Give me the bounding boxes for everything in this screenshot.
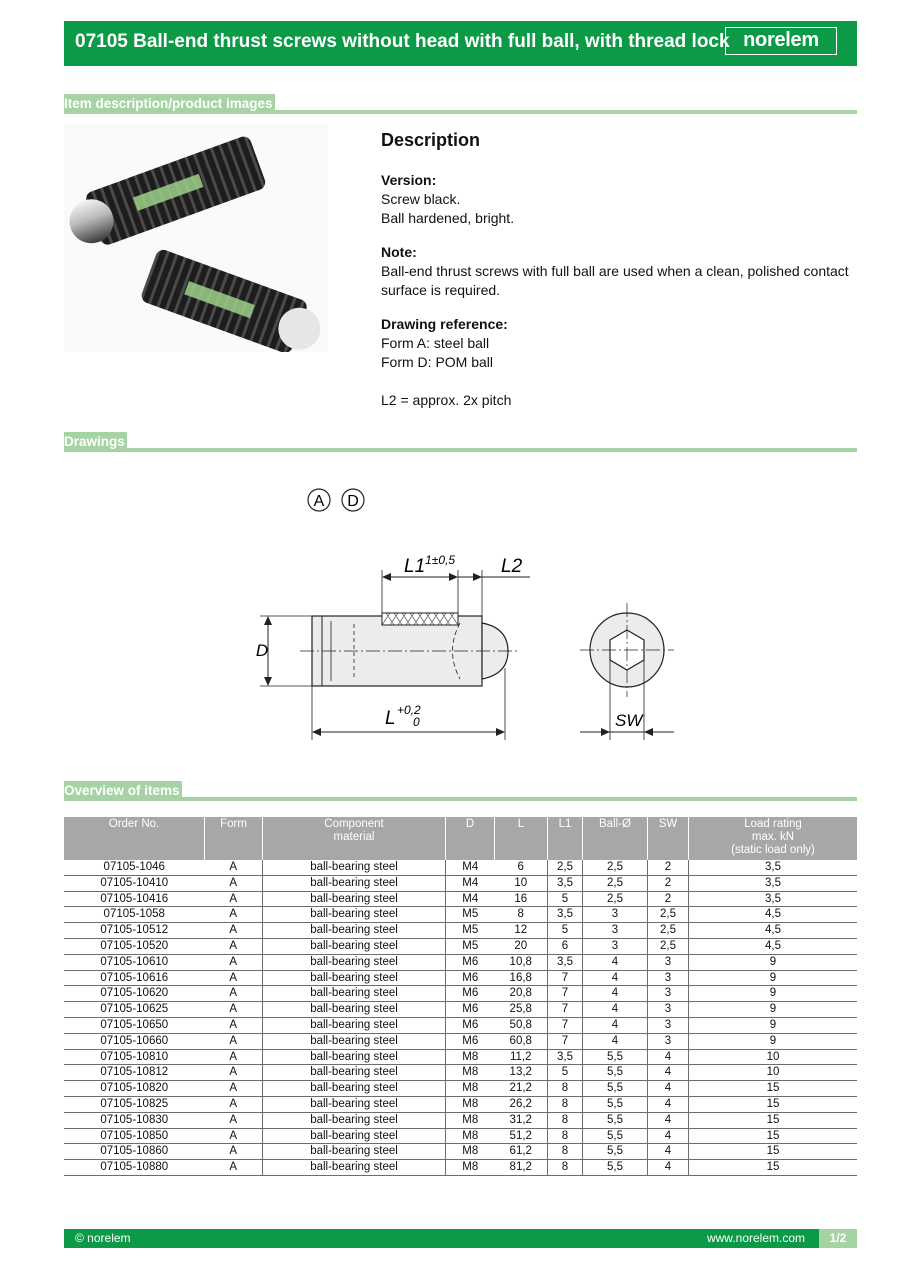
cell-l: 11,2 [495,1049,548,1065]
cell-sw: 3 [648,954,689,970]
cell-d: M5 [446,923,495,939]
cell-l1: 8 [548,1160,583,1176]
cell-d: M6 [446,1002,495,1018]
cell-ball: 4 [583,986,648,1002]
cell-load: 4,5 [689,938,858,954]
table-row [64,907,857,923]
cell-d: M4 [446,891,495,907]
cell-l1: 3,5 [548,1049,583,1065]
cell-l: 26,2 [495,1096,548,1112]
cell-ball: 2,5 [583,860,648,875]
cell-l: 8 [495,907,548,923]
cell-load: 9 [689,1033,858,1049]
cell-form: A [205,923,263,939]
cell-material: ball-bearing steel [263,891,446,907]
cell-d: M8 [446,1096,495,1112]
cell-load: 3,5 [689,891,858,907]
section-heading: Overview of items [64,781,182,801]
cell-d: M5 [446,907,495,923]
cell-l1: 7 [548,970,583,986]
cell-order-no: 07105-10416 [64,891,205,907]
cell-l1: 2,5 [548,860,583,875]
cell-l1: 8 [548,1096,583,1112]
cell-load: 3,5 [689,860,858,875]
cell-order-no: 07105-10880 [64,1160,205,1176]
cell-ball: 5,5 [583,1112,648,1128]
cell-ball: 5,5 [583,1144,648,1160]
table-row [64,1128,857,1144]
col-material: Component material [263,817,446,860]
cell-material: ball-bearing steel [263,970,446,986]
cell-order-no: 07105-10410 [64,875,205,891]
cell-ball: 5,5 [583,1160,648,1176]
note-text: Ball-end thrust screws with full ball are used when a clean, polished contact surface is required. [381,263,849,298]
cell-form: A [205,891,263,907]
col-l1: L1 [548,817,583,860]
cell-material: ball-bearing steel [263,1128,446,1144]
cell-order-no: 07105-1058 [64,907,205,923]
cell-l1: 3,5 [548,875,583,891]
cell-l1: 5 [548,923,583,939]
table-row [64,1160,857,1176]
cell-order-no: 07105-10650 [64,1017,205,1033]
cell-d: M8 [446,1160,495,1176]
table-row [64,970,857,986]
table-row [64,1065,857,1081]
cell-load: 15 [689,1112,858,1128]
cell-l: 51,2 [495,1128,548,1144]
cell-order-no: 07105-1046 [64,860,205,875]
cell-order-no: 07105-10512 [64,923,205,939]
drawing-ref-line: Form D: POM ball [381,354,494,370]
table-row [64,1033,857,1049]
page-footer [64,1229,857,1248]
cell-form: A [205,1160,263,1176]
cell-order-no: 07105-10620 [64,986,205,1002]
cell-sw: 2,5 [648,907,689,923]
col-form: Form [205,817,263,860]
cell-l1: 5 [548,891,583,907]
cell-ball: 3 [583,938,648,954]
cell-l1: 7 [548,1002,583,1018]
cell-material: ball-bearing steel [263,1112,446,1128]
cell-l: 61,2 [495,1144,548,1160]
footer-copyright: © norelem [75,1231,131,1245]
description-heading: Description [381,130,481,150]
cell-material: ball-bearing steel [263,923,446,939]
cell-order-no: 07105-10812 [64,1065,205,1081]
cell-d: M6 [446,1017,495,1033]
cell-sw: 4 [648,1144,689,1160]
cell-load: 4,5 [689,907,858,923]
cell-l1: 8 [548,1128,583,1144]
version-line: Screw black. [381,191,461,207]
cell-ball: 5,5 [583,1065,648,1081]
cell-material: ball-bearing steel [263,1002,446,1018]
cell-d: M4 [446,860,495,875]
cell-form: A [205,1081,263,1097]
cell-sw: 2,5 [648,938,689,954]
cell-d: M6 [446,1033,495,1049]
cell-material: ball-bearing steel [263,1049,446,1065]
cell-load: 9 [689,954,858,970]
dim-l-tolerance-top: +0,2 [397,703,421,717]
cell-form: A [205,875,263,891]
table-row [64,938,857,954]
cell-ball: 2,5 [583,891,648,907]
cell-order-no: 07105-10625 [64,1002,205,1018]
description-block [381,128,861,425]
dim-l2-label: L2 [501,556,523,577]
col-order-no: Order No. [64,817,205,860]
table-row [64,923,857,939]
section-overview [64,777,857,801]
cell-material: ball-bearing steel [263,860,446,875]
cell-material: ball-bearing steel [263,875,446,891]
cell-l: 13,2 [495,1065,548,1081]
cell-l1: 6 [548,938,583,954]
cell-sw: 2 [648,860,689,875]
cell-ball: 4 [583,1017,648,1033]
cell-material: ball-bearing steel [263,1065,446,1081]
cell-ball: 4 [583,1002,648,1018]
col-l: L [495,817,548,860]
cell-sw: 4 [648,1112,689,1128]
section-heading: Item description/product images [64,94,275,114]
cell-d: M8 [446,1049,495,1065]
page-header [64,21,857,66]
cell-material: ball-bearing steel [263,1033,446,1049]
cell-l1: 7 [548,986,583,1002]
cell-l1: 7 [548,1017,583,1033]
cell-d: M8 [446,1065,495,1081]
cell-l: 21,2 [495,1081,548,1097]
items-table [64,817,857,1176]
cell-sw: 4 [648,1128,689,1144]
cell-form: A [205,907,263,923]
cell-material: ball-bearing steel [263,954,446,970]
table-row [64,1081,857,1097]
cell-material: ball-bearing steel [263,907,446,923]
cell-d: M8 [446,1112,495,1128]
table-row [64,954,857,970]
cell-order-no: 07105-10850 [64,1128,205,1144]
cell-l: 20,8 [495,986,548,1002]
table-row [64,860,857,875]
cell-order-no: 07105-10610 [64,954,205,970]
cell-load: 15 [689,1160,858,1176]
dim-sw-label: SW [615,711,643,730]
drawing-ref-label: Drawing reference: [381,316,508,332]
cell-material: ball-bearing steel [263,1017,446,1033]
cell-d: M5 [446,938,495,954]
drawing-ref-line: Form A: steel ball [381,335,490,351]
cell-order-no: 07105-10830 [64,1112,205,1128]
cell-load: 15 [689,1081,858,1097]
table-row [64,891,857,907]
cell-order-no: 07105-10520 [64,938,205,954]
cell-d: M8 [446,1144,495,1160]
cell-order-no: 07105-10660 [64,1033,205,1049]
cell-d: M8 [446,1081,495,1097]
cell-ball: 4 [583,970,648,986]
cell-form: A [205,1002,263,1018]
cell-material: ball-bearing steel [263,1160,446,1176]
cell-l: 25,8 [495,1002,548,1018]
cell-sw: 3 [648,1002,689,1018]
cell-ball: 5,5 [583,1049,648,1065]
dim-l-label: L [385,708,396,729]
table-row [64,1002,857,1018]
section-heading: Drawings [64,432,127,452]
cell-material: ball-bearing steel [263,986,446,1002]
cell-load: 9 [689,1017,858,1033]
cell-l: 10 [495,875,548,891]
cell-load: 15 [689,1144,858,1160]
cell-ball: 5,5 [583,1096,648,1112]
cell-form: A [205,970,263,986]
cell-sw: 4 [648,1096,689,1112]
cell-l1: 5 [548,1065,583,1081]
table-row [64,1017,857,1033]
cell-l: 16,8 [495,970,548,986]
norelem-logo: norelem [725,27,837,55]
cell-form: A [205,938,263,954]
table-row [64,1144,857,1160]
cell-d: M4 [446,875,495,891]
cell-form: A [205,1049,263,1065]
footer-url[interactable]: www.norelem.com [706,1231,805,1245]
cell-sw: 3 [648,1033,689,1049]
cell-sw: 2 [648,891,689,907]
cell-load: 15 [689,1128,858,1144]
section-item-description [64,90,857,114]
cell-load: 10 [689,1049,858,1065]
dim-l-tolerance-bottom: 0 [413,715,420,729]
cell-form: A [205,1128,263,1144]
cell-material: ball-bearing steel [263,1081,446,1097]
cell-form: A [205,954,263,970]
cell-sw: 4 [648,1081,689,1097]
cell-d: M6 [446,986,495,1002]
cell-ball: 5,5 [583,1081,648,1097]
product-photo [64,124,328,352]
cell-material: ball-bearing steel [263,1096,446,1112]
cell-form: A [205,1065,263,1081]
cell-l: 31,2 [495,1112,548,1128]
form-a-text: A [313,493,325,510]
cell-order-no: 07105-10820 [64,1081,205,1097]
col-ball: Ball-Ø [583,817,648,860]
cell-l: 16 [495,891,548,907]
table-row [64,986,857,1002]
cell-ball: 2,5 [583,875,648,891]
cell-l: 12 [495,923,548,939]
cell-order-no: 07105-10810 [64,1049,205,1065]
cell-load: 9 [689,986,858,1002]
cell-order-no: 07105-10860 [64,1144,205,1160]
col-sw: SW [648,817,689,860]
cell-material: ball-bearing steel [263,1144,446,1160]
note-label: Note: [381,244,417,260]
cell-load: 4,5 [689,923,858,939]
cell-material: ball-bearing steel [263,938,446,954]
cell-l1: 8 [548,1144,583,1160]
dim-d-label: D [255,641,269,660]
cell-form: A [205,1033,263,1049]
cell-load: 15 [689,1096,858,1112]
cell-ball: 4 [583,1033,648,1049]
cell-l1: 8 [548,1081,583,1097]
form-d-text: D [347,493,359,510]
cell-l: 10,8 [495,954,548,970]
cell-sw: 4 [648,1160,689,1176]
version-line: Ball hardened, bright. [381,210,515,226]
cell-sw: 3 [648,1017,689,1033]
cell-sw: 2,5 [648,923,689,939]
cell-l1: 3,5 [548,954,583,970]
section-drawings [64,428,857,452]
cell-l: 20 [495,938,548,954]
cell-sw: 3 [648,970,689,986]
cell-sw: 4 [648,1049,689,1065]
cell-l: 6 [495,860,548,875]
cell-form: A [205,860,263,875]
cell-load: 3,5 [689,875,858,891]
cell-l1: 3,5 [548,907,583,923]
col-d: D [446,817,495,860]
cell-l: 81,2 [495,1160,548,1176]
cell-l: 60,8 [495,1033,548,1049]
cell-form: A [205,986,263,1002]
cell-order-no: 07105-10616 [64,970,205,986]
table-body [64,860,857,1175]
pitch-note: L2 = approx. 2x pitch [381,392,512,408]
cell-order-no: 07105-10825 [64,1096,205,1112]
cell-l: 50,8 [495,1017,548,1033]
cell-form: A [205,1017,263,1033]
table-row [64,1049,857,1065]
col-load-rating: Load rating max. kN (static load only) [689,817,858,860]
table-row [64,1096,857,1112]
cell-d: M6 [446,970,495,986]
thread-lock-strip [382,613,458,625]
table-row [64,875,857,891]
page-number: 1/2 [819,1229,857,1248]
cell-form: A [205,1096,263,1112]
table-header-row [64,817,857,860]
cell-ball: 4 [583,954,648,970]
cell-sw: 2 [648,875,689,891]
cell-form: A [205,1144,263,1160]
cell-load: 9 [689,970,858,986]
cell-load: 9 [689,1002,858,1018]
cell-ball: 5,5 [583,1128,648,1144]
cell-sw: 4 [648,1065,689,1081]
cell-d: M8 [446,1128,495,1144]
cell-l1: 7 [548,1033,583,1049]
table-row [64,1112,857,1128]
technical-drawing [230,478,690,753]
dim-l1-label: $L1^{1\pm 0,5}$ [404,553,456,577]
version-label: Version: [381,172,437,188]
cell-ball: 3 [583,907,648,923]
page-title: 07105 Ball-end thrust screws without head with full ball, with thread lock [75,31,730,52]
cell-sw: 3 [648,986,689,1002]
cell-d: M6 [446,954,495,970]
cell-form: A [205,1112,263,1128]
cell-ball: 3 [583,923,648,939]
cell-l1: 8 [548,1112,583,1128]
cell-load: 10 [689,1065,858,1081]
